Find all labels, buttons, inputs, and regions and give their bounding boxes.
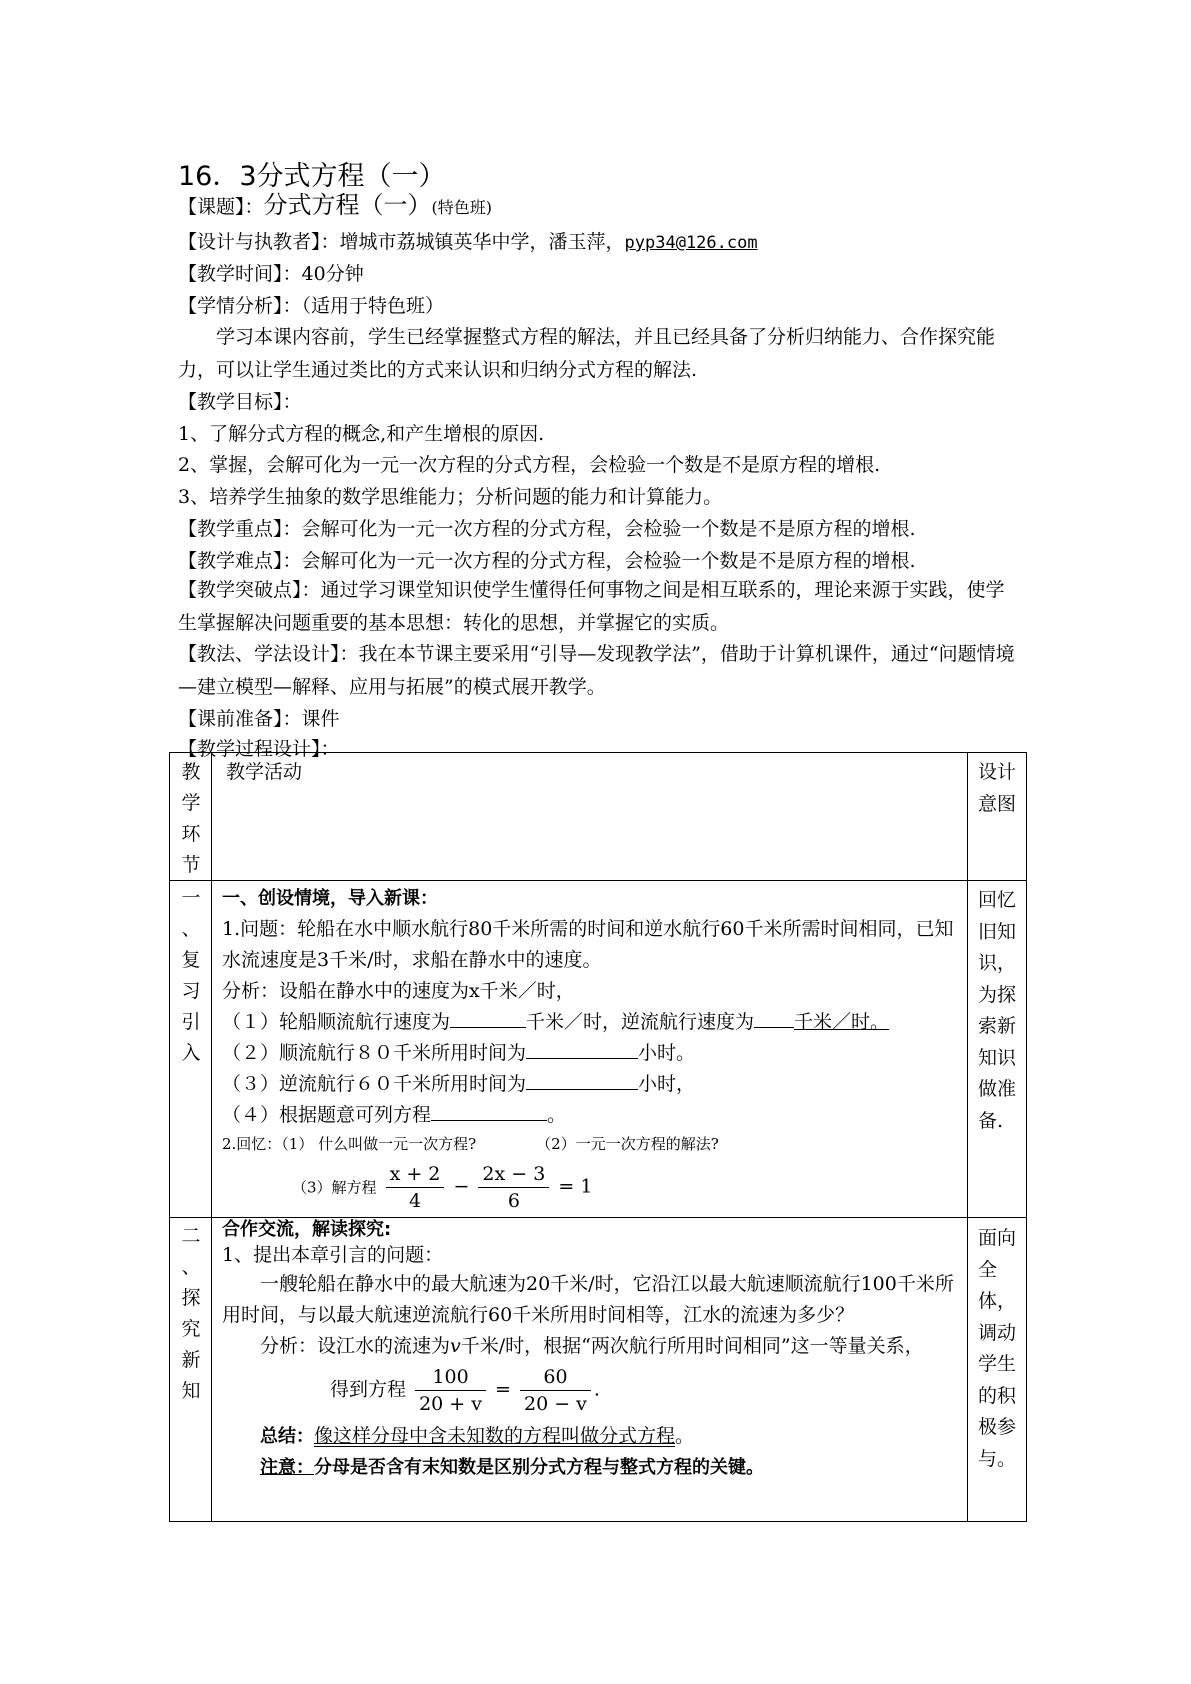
blank-1[interactable] <box>450 1007 526 1028</box>
section2-item1: 1、提出本章引言的问题： <box>222 1244 444 1266</box>
section2-stage: 二 、 探 究 新 知 <box>181 1225 201 1402</box>
key-label: 【教学重点】： <box>178 518 302 540</box>
col-divider-2 <box>967 753 968 1521</box>
section1-analysis: 分析：设船在静水中的速度为x千米／时， <box>222 980 575 1002</box>
step-4: （４）根据题意可列方程 。 <box>222 1100 957 1131</box>
method-text: 【教法、学法设计】：我在本节课主要采用“引导—发现教学法”，借助于计算机课件，通过“问题情境—建立模型—解释、应用与拓展”的模式展开教学。 <box>178 643 1015 698</box>
summary-line: 总结：像这样分母中含未知数的方程叫做分式方程。 <box>260 1425 695 1447</box>
breakthrough-text: 【教学突破点】：通过学习课堂知识使学生懂得任何事物之间是相互联系的，理论来源于实践，使学生掌握解决问题重要的基本思想：转化的思想，并掌握它的实质。 <box>178 579 1005 634</box>
designer-label: 【设计与执教者】： <box>178 231 340 253</box>
designer-value: 增城市荔城镇英华中学，潘玉萍， <box>339 231 625 253</box>
difficulty-value: 会解可化为一元一次方程的分式方程，会检验一个数是不是原方程的增根. <box>301 550 916 572</box>
difficulty-line <box>178 548 916 574</box>
step-1: （１）轮船顺流航行速度为 千米／时，逆流航行速度为 千米／时。 <box>222 1007 957 1038</box>
equation-2: 得到方程 $\frac{100}{20 + v}$ = $\frac{60}{20 - v}$ . <box>330 1366 600 1415</box>
section1-stage: 一 、 复 习 引 入 <box>181 887 201 1064</box>
topic-line <box>178 192 492 221</box>
section2-heading: 合作交流，解读探究: <box>222 1219 392 1240</box>
section2-problem: 一艘轮船在静水中的最大航速为20千米/时，它沿江以最大航速顺流航行100千米所用时间，与以最大航速逆流航行60千米所用时间相等，江水的流速为多少？ <box>222 1273 954 1326</box>
blank-4[interactable] <box>526 1069 638 1090</box>
prep-line <box>178 706 340 732</box>
topic-value: 分式方程（一） <box>263 191 432 219</box>
analysis-text: 学习本课内容前，学生已经掌握整式方程的解法，并且已经具备了分析归纳能力、合作探究能力，可以让学生通过类比的方式来认识和归纳分式方程的解法. <box>178 326 996 381</box>
process-label: 【教学过程设计】： <box>178 738 340 760</box>
designer-email-link[interactable]: pyp34@126.com <box>624 233 758 253</box>
section1-content <box>222 883 957 1214</box>
note-line: 注意：分母是否含有末知数是区别分式方程与整式方程的关键。 <box>260 1457 764 1478</box>
goals-label: 【教学目标】： <box>178 391 302 413</box>
goal-3: 3、培养学生抽象的数学思维能力；分析问题的能力和计算能力。 <box>178 486 723 508</box>
time-label: 【教学时间】： <box>178 263 302 285</box>
col-divider-1 <box>211 753 212 1521</box>
recall-line: 2.回忆：（1） 什么叫做一元一次方程? （2）一元一次方程的解法? <box>222 1135 719 1153</box>
section2-analysis: 分析：设江水的流速为v千米/时，根据“两次航行所用时间相同”这一等量关系， <box>260 1335 924 1357</box>
section1-intent: 回忆 旧知 识， 为探 索新 知识 做准 备. <box>978 889 1017 1132</box>
analysis-note: （适用于特色班） <box>301 295 445 317</box>
blank-5[interactable] <box>431 1100 547 1121</box>
analysis-label: 【学情分析】： <box>178 295 302 317</box>
analysis-line <box>178 293 444 319</box>
topic-note: (特色班) <box>431 198 493 217</box>
row-divider-1 <box>170 880 1026 881</box>
goal-2: 2、掌握，会解可化为一元一次方程的分式方程，会检验一个数是不是原方程的增根. <box>178 454 881 476</box>
header-intent: 设计 意图 <box>978 761 1017 815</box>
header-activity: 教学活动 <box>226 761 303 783</box>
blank-3[interactable] <box>526 1038 638 1059</box>
prep-label: 【课前准备】： <box>178 708 302 730</box>
time-value: 40分钟 <box>301 263 364 285</box>
process-table <box>169 752 1027 1522</box>
section2-content <box>222 1219 957 1483</box>
topic-label: 【课题】： <box>178 196 264 218</box>
goal-1: 1、了解分式方程的概念,和产生增根的原因. <box>178 423 545 445</box>
header-stage: 教 学 环 节 <box>181 761 201 876</box>
key-value: 会解可化为一元一次方程的分式方程，会检验一个数是不是原方程的增根. <box>301 518 916 540</box>
step-3: （３）逆流航行６０千米所用时间为 小时， <box>222 1069 957 1100</box>
key-line <box>178 516 916 542</box>
step-2: （２）顺流航行８０千米所用时间为 小时。 <box>222 1038 957 1069</box>
section1-question: 1.问题：轮船在水中顺水航行80千米所需的时间和逆水航行60千米所需时间相同，已知水流速度是3千米/时，求船在静水中的速度。 <box>222 918 954 971</box>
equation-1: （3）解方程 $\frac{x + 2}{4}$ − $\frac{2x - 3}{6}$ = 1 <box>292 1163 593 1212</box>
row-divider-2 <box>170 1217 1026 1218</box>
document-title: 16．3分式方程（一） <box>178 161 446 192</box>
section1-heading: 一、创设情境，导入新课： <box>222 888 438 909</box>
designer-line <box>178 229 758 256</box>
prep-value: 课件 <box>301 708 340 730</box>
blank-2[interactable] <box>754 1007 794 1028</box>
difficulty-label: 【教学难点】： <box>178 550 302 572</box>
section2-intent: 面向 全 体， 调动 学生 的积 极参 与。 <box>978 1227 1017 1470</box>
time-line <box>178 261 364 287</box>
